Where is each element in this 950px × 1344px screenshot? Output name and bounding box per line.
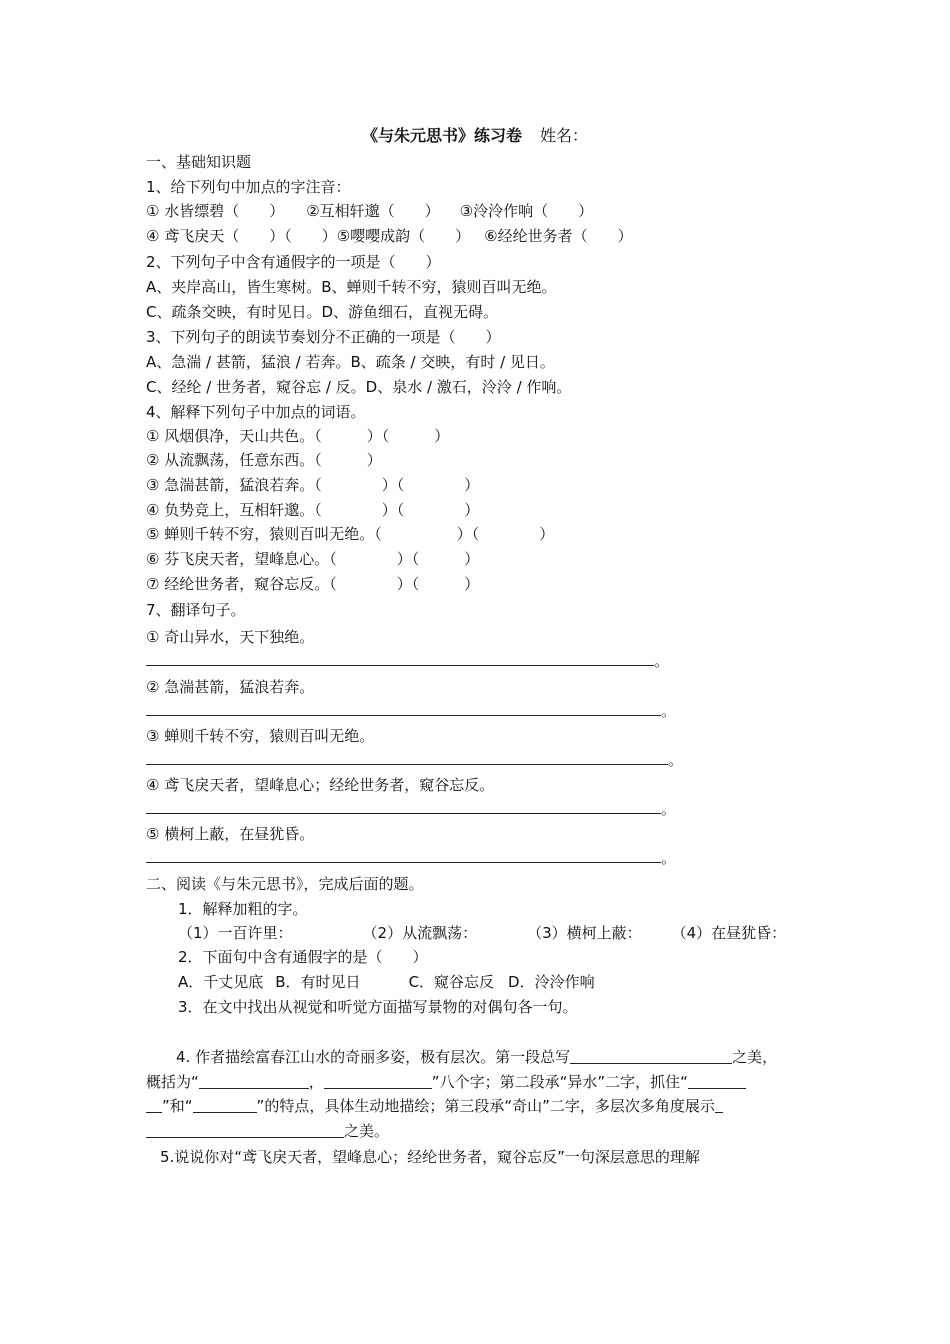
fill-blank[interactable] xyxy=(688,1072,746,1089)
p2-q4-text: 概括为“ xyxy=(146,1073,199,1091)
answer-line[interactable] xyxy=(146,799,676,819)
p2-q1-item: （3）横柯上蔽： xyxy=(527,924,642,942)
answer-line[interactable] xyxy=(146,651,669,671)
p2-q2-options xyxy=(178,972,595,992)
worksheet-title xyxy=(0,124,950,148)
q4-item xyxy=(146,475,479,495)
q7-sentence: ③ 蝉则千转不穷，猿则百叫无绝。 xyxy=(146,727,375,745)
part1-heading: 一、基础知识题 xyxy=(146,153,252,171)
q4-item-text: ④ 负势竞上，互相轩邈。 xyxy=(146,501,315,519)
q7-prompt: 7、翻译句子。 xyxy=(146,601,246,619)
name-label: 姓名： xyxy=(540,126,589,145)
q1-item-4: ④ 鸢飞戾天（ ）（ ） xyxy=(146,227,337,245)
title-text: 《与朱元思书》练习卷 xyxy=(361,126,522,145)
q3-line1: A、急湍 / 甚箭，猛浪 / 若奔。B、疏条 / 交映，有时 / 见日。 xyxy=(146,353,555,371)
q1-item-6: ⑥经纶世务者（ ） xyxy=(484,227,633,245)
fill-blank[interactable] xyxy=(199,1072,309,1089)
q2-line1: A、夹岸高山，皆生寒树。B、蝉则千转不穷，猿则百叫无绝。 xyxy=(146,278,557,296)
part2-heading: 二、阅读《与朱元思书》，完成后面的题。 xyxy=(146,875,424,893)
q1-item-2: ②互相轩邈（ ） xyxy=(306,202,440,220)
p2-q4-text: ”的特点，具体生动地描绘；第三段承“奇山”二字，多层次多角度展示 xyxy=(256,1097,715,1115)
p2-q3-prompt: 3．在文中找出从视觉和听觉方面描写景物的对偶句各一句。 xyxy=(178,998,578,1016)
answer-line-end: 。 xyxy=(661,849,677,867)
fill-blank[interactable] xyxy=(324,1072,432,1089)
answer-line[interactable] xyxy=(146,701,676,721)
q4-item-blanks: （ ）（ ） xyxy=(374,525,555,543)
fill-blank[interactable] xyxy=(570,1047,732,1064)
q4-item xyxy=(146,450,382,470)
p2-q2-prompt: 2．下面句中含有通假字的是（ ） xyxy=(178,948,428,966)
q4-item-blanks: （ ）（ ） xyxy=(314,427,450,445)
q7-sentence: ① 奇山异水，天下独绝。 xyxy=(146,628,315,646)
p2-q4-text: 4. 作者描绘富春江山水的奇丽多姿，极有层次。第一段总写 xyxy=(176,1048,571,1066)
answer-line[interactable] xyxy=(146,750,683,770)
p2-q2-option-c: C．窥谷忘反 xyxy=(408,973,495,991)
p2-q1-item: （1）一百许里： xyxy=(178,924,293,942)
fill-blank[interactable] xyxy=(146,1121,344,1138)
p2-q4-text: 之美。 xyxy=(344,1122,390,1140)
q4-item-blanks: （ ）（ ） xyxy=(329,550,480,568)
p2-q4-line1 xyxy=(176,1047,777,1067)
fill-blank[interactable] xyxy=(193,1096,257,1113)
q3-prompt: 3、下列句子的朗读节奏划分不正确的一项是（ ） xyxy=(146,328,501,346)
q1-item-5: ⑤嘤嘤成韵（ ） xyxy=(336,227,471,245)
q1-row2 xyxy=(146,226,633,246)
p2-q4-text: ”八个字；第二段承“异水”二字，抓住“ xyxy=(431,1073,688,1091)
q1-item-1: ① 水皆缥碧（ ） xyxy=(146,202,285,220)
answer-line-end: 。 xyxy=(668,751,684,769)
p2-q4-line4 xyxy=(146,1121,389,1141)
q4-item xyxy=(146,524,554,544)
p2-q2-option-a: A．千丈见底 xyxy=(178,973,264,991)
p2-q4-line2 xyxy=(146,1072,746,1092)
q4-item-text: ⑥ 芬飞戾天者，望峰息心。 xyxy=(146,550,330,568)
q4-item-blanks: （ ）（ ） xyxy=(329,575,480,593)
q4-item-text: ⑦ 经纶世务者，窥谷忘反。 xyxy=(146,575,330,593)
p2-q4-text: ， xyxy=(308,1073,324,1091)
answer-line-end: 。 xyxy=(661,800,677,818)
q4-item xyxy=(146,500,479,520)
q4-item xyxy=(146,426,449,446)
answer-line-end: 。 xyxy=(654,652,670,670)
q4-item-blanks: （ ） xyxy=(314,451,382,469)
p2-q2-option-d: D．泠泠作响 xyxy=(508,973,595,991)
q4-item-blanks: （ ）（ ） xyxy=(314,501,480,519)
p2-q4-line3 xyxy=(146,1096,723,1116)
q4-item xyxy=(146,574,479,594)
q4-item-text: ③ 急湍甚箭，猛浪若奔。 xyxy=(146,476,315,494)
q1-row1 xyxy=(146,201,593,221)
q3-line2: C、经纶 / 世务者，窥谷忘 / 反。D、泉水 / 激石，泠泠 / 作响。 xyxy=(146,378,572,396)
fill-blank[interactable] xyxy=(146,1096,162,1113)
p2-q2-option-b: B．有时见日 xyxy=(275,973,361,991)
q2-prompt: 2、下列句子中含有通假字的一项是（ ） xyxy=(146,253,441,271)
fill-blank[interactable] xyxy=(715,1096,723,1113)
p2-q1-item: （2）从流飘荡： xyxy=(362,924,478,942)
p2-q4-text: 之美， xyxy=(732,1048,778,1066)
p2-q1-items xyxy=(178,923,786,943)
q7-sentence: ② 急湍甚箭，猛浪若奔。 xyxy=(146,678,315,696)
q4-item-text: ① 风烟俱净，天山共色。 xyxy=(146,427,315,445)
p2-q1-prompt: 1．解释加粗的字。 xyxy=(178,900,308,918)
q4-item-text: ② 从流飘荡，任意东西。 xyxy=(146,451,315,469)
p2-q5-prompt: 5.说说你对“鸢飞戾天者，望峰息心；经纶世务者，窥谷忘反”一句深层意思的理解 xyxy=(160,1148,700,1166)
answer-line[interactable] xyxy=(146,848,676,868)
q4-prompt: 4、解释下列句子中加点的词语。 xyxy=(146,403,366,421)
p2-q1-item: （4）在昼犹昏： xyxy=(671,924,787,942)
q4-item-text: ⑤ 蝉则千转不穷，猿则百叫无绝。 xyxy=(146,525,375,543)
q4-item-blanks: （ ）（ ） xyxy=(314,476,480,494)
q1-prompt: 1、给下列句中加点的字注音： xyxy=(146,178,351,196)
q1-item-3: ③泠泠作响（ ） xyxy=(459,202,594,220)
q2-line2: C、疏条交映，有时见日。D、游鱼细石，直视无碍。 xyxy=(146,303,499,321)
p2-q4-text: ”和“ xyxy=(162,1097,193,1115)
q7-sentence: ④ 鸢飞戾天者，望峰息心；经纶世务者，窥谷忘反。 xyxy=(146,776,495,794)
answer-line-end: 。 xyxy=(661,702,677,720)
q4-item xyxy=(146,549,479,569)
q7-sentence: ⑤ 横柯上蔽，在昼犹昏。 xyxy=(146,825,315,843)
